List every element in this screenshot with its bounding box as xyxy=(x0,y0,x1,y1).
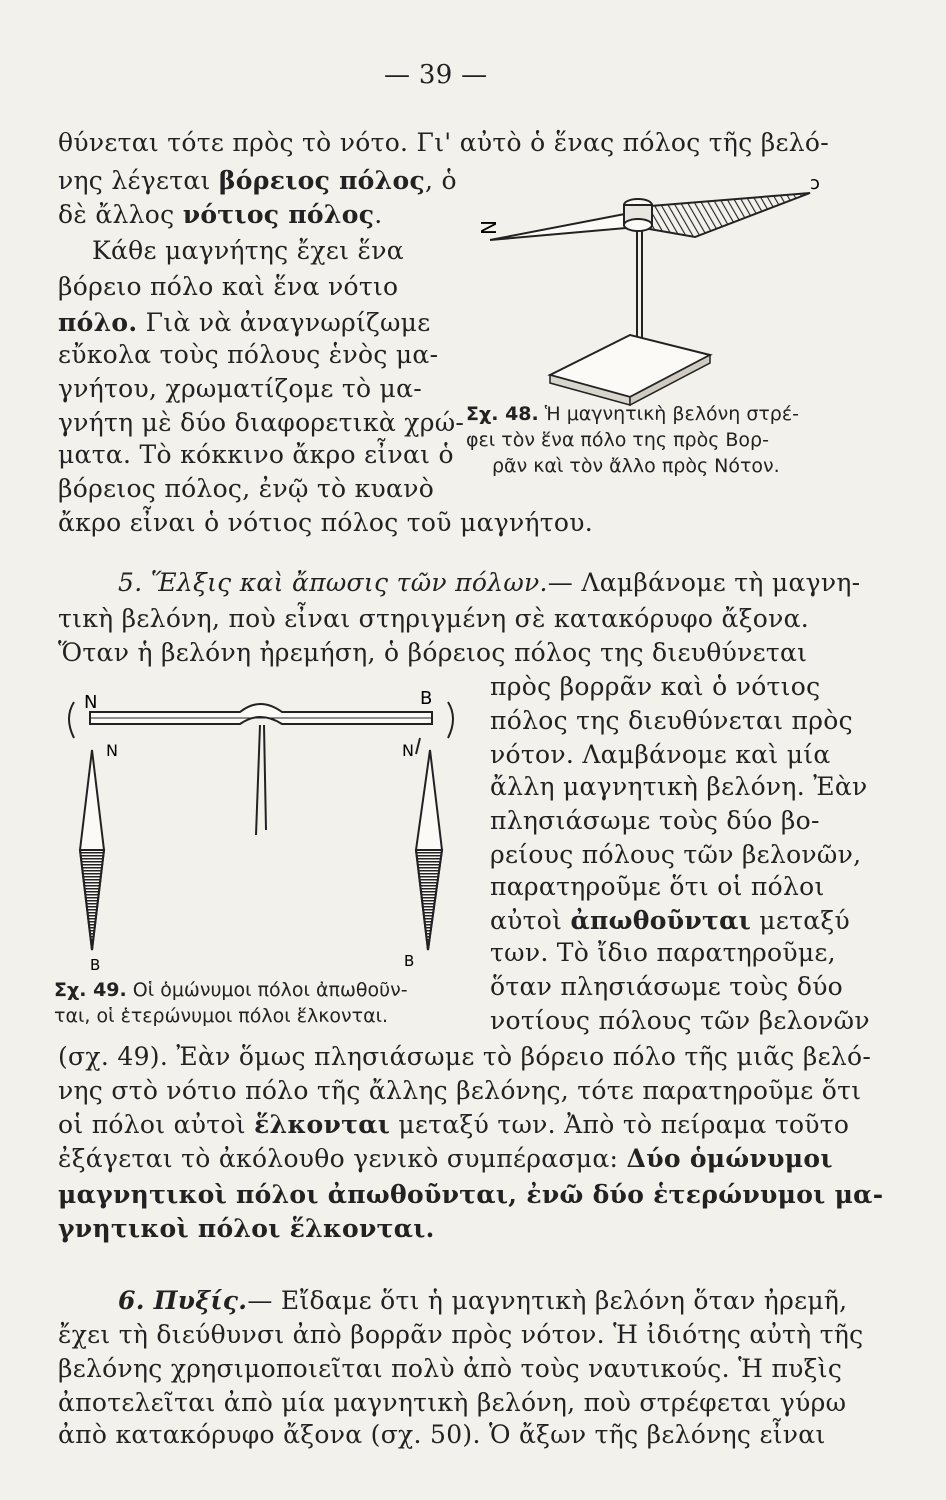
top-b-label: B xyxy=(420,688,433,709)
pole-marker: ↄ xyxy=(810,173,820,194)
text-line: ρείους πόλους τῶν βελονῶν, xyxy=(490,840,862,869)
text-line: 5. Ἕλξις καὶ ἄπωσις τῶν πόλων.— Λαμβάνομε τὴ μαγνη- xyxy=(118,568,861,597)
text-line: γνήτη μὲ δύο διαφορετικὰ χρώ- xyxy=(58,408,465,437)
text-line: ἔχει τὴ διεύθυνσι ἀπὸ βορρᾶν πρὸς νότον. Ἡ ἰδιότης αὐτὴ τῆς xyxy=(58,1320,864,1349)
text-line: νοτίους πόλους τῶν βελονῶν xyxy=(490,1006,870,1035)
text-line: νότον. Λαμβάνομε καὶ μία xyxy=(490,740,831,769)
text-line: (σχ. 49). Ἐὰν ὅμως πλησιάσωμε τὸ βόρειο πόλο τῆς μιᾶς βελό- xyxy=(58,1042,872,1071)
figure-48-needle-on-stand xyxy=(470,175,850,405)
figure-49-caption: Σχ. 49. Οἱ ὁμώνυμοι πόλοι ἀπωθοῦν- xyxy=(54,979,408,1001)
figure-49-two-needles xyxy=(60,688,470,974)
text-line: ματα. Τὸ κόκκινο ἄκρο εἶναι ὁ xyxy=(58,440,454,469)
text-line: πόλο. Γιὰ νὰ ἀναγνωρίζωμε xyxy=(58,308,431,337)
bold-term: βόρειος πόλος xyxy=(218,166,425,195)
section-6-heading: 6. Πυξίς. xyxy=(118,1286,248,1315)
bold-term: ἕλκονται xyxy=(254,1110,391,1139)
text-line: αὐτοὶ ἀπωθοῦνται μεταξύ xyxy=(490,906,850,935)
text-line: βόρειος πόλος, ἐνῷ τὸ κυανὸ xyxy=(58,474,435,503)
bold-term: νότιος πόλος xyxy=(182,200,375,229)
figure-48-caption: ρᾶν καὶ τὸν ἄλλο πρὸς Νότον. xyxy=(492,455,780,477)
right-b-label: B xyxy=(404,952,415,970)
text-line: βόρειο πόλο καὶ ἕνα νότιο xyxy=(58,272,399,301)
text-line: των. Τὸ ἴδιο παρατηροῦμε, xyxy=(490,938,836,967)
text-line: παρατηροῦμε ὅτι οἱ πόλοι xyxy=(490,872,825,901)
top-n-label: N xyxy=(84,692,98,713)
section-5-heading: 5. Ἕλξις καὶ ἄπωσις τῶν πόλων. xyxy=(118,568,548,597)
page-number: — 39 — xyxy=(384,60,488,90)
text-line: ἄκρο εἶναι ὁ νότιος πόλος τοῦ μαγνήτου. xyxy=(58,508,593,537)
text-line: ἀποτελεῖται ἀπὸ μία μαγνητικὴ βελόνη, ποὺ στρέφεται γύρω xyxy=(58,1388,847,1417)
text-line: οἱ πόλοι αὐτοὶ ἕλκονται μεταξύ των. Ἀπὸ τὸ πείραμα τοῦτο xyxy=(58,1110,850,1139)
bold-term: Δύο ὁμώνυμοι xyxy=(626,1144,833,1173)
text-line: Ὅταν ἡ βελόνη ἠρεμήση, ὁ βόρειος πόλος της διευθύνεται xyxy=(58,638,808,667)
text-line: πρὸς βορρᾶν καὶ ὁ νότιος xyxy=(490,672,821,701)
left-b-label: B xyxy=(90,956,101,974)
figure-48-caption: Σχ. 48. Ἡ μαγνητικὴ βελόνη στρέ- xyxy=(466,403,799,425)
bold-term: ἀπωθοῦνται xyxy=(570,906,752,935)
text-line: γνήτου, χρωματίζομε τὸ μα- xyxy=(58,374,423,403)
text-line: μαγνητικοὶ πόλοι ἀπωθοῦνται, ἐνῶ δύο ἑτερώνυμοι μα- xyxy=(58,1180,884,1209)
right-n-label: N xyxy=(402,741,414,760)
text-line: ἀπὸ κατακόρυφο ἄξονα (σχ. 50). Ὁ ἄξων τῆς βελόνης εἶναι xyxy=(58,1420,826,1449)
n-marker: N xyxy=(477,220,501,235)
text-line: πόλος της διευθύνεται πρὸς xyxy=(490,706,853,735)
text-line: δὲ ἄλλος νότιος πόλος. xyxy=(58,200,383,229)
text-line: 6. Πυξίς.— Εἴδαμε ὅτι ἡ μαγνητικὴ βελόνη ὅταν ἠρεμῆ, xyxy=(118,1286,848,1315)
figure-48-caption: φει τὸν ἕνα πόλο της πρὸς Βορ- xyxy=(466,429,769,451)
text-line: γνητικοὶ πόλοι ἕλκονται. xyxy=(58,1214,435,1243)
text-line: βελόνης χρησιμοποιεῖται πολὺ ἀπὸ τοὺς ναυτικούς. Ἡ πυξὶς xyxy=(58,1354,843,1383)
text-line: τικὴ βελόνη, ποὺ εἶναι στηριγμένη σὲ κατακόρυφο ἄξονα. xyxy=(58,604,810,633)
text-line: νης λέγεται βόρειος πόλος, ὁ xyxy=(58,166,457,195)
text-line: νης στὸ νότιο πόλο τῆς ἄλλης βελόνης, τότε παρατηροῦμε ὅτι xyxy=(58,1076,862,1105)
text-line: θύνεται τότε πρὸς τὸ νότο. Γι' αὐτὸ ὁ ἕνας πόλος τῆς βελό- xyxy=(58,128,830,157)
left-n-label: N xyxy=(106,741,118,760)
text-line: Κάθε μαγνήτης ἔχει ἕνα xyxy=(92,236,404,265)
text-line: ἐξάγεται τὸ ἀκόλουθο γενικὸ συμπέρασμα: Δύο ὁμώνυμοι xyxy=(58,1144,833,1173)
text-line: πλησιάσωμε τοὺς δύο βο- xyxy=(490,806,820,835)
text-line: ὅταν πλησιάσωμε τοὺς δύο xyxy=(490,972,844,1001)
text-line: ἄλλη μαγνητικὴ βελόνη. Ἐὰν xyxy=(490,772,868,801)
figure-49-caption: ται, οἱ ἑτερώνυμοι πόλοι ἕλκονται. xyxy=(54,1005,389,1027)
text-line: εὔκολα τοὺς πόλους ἑνὸς μα- xyxy=(58,340,439,369)
